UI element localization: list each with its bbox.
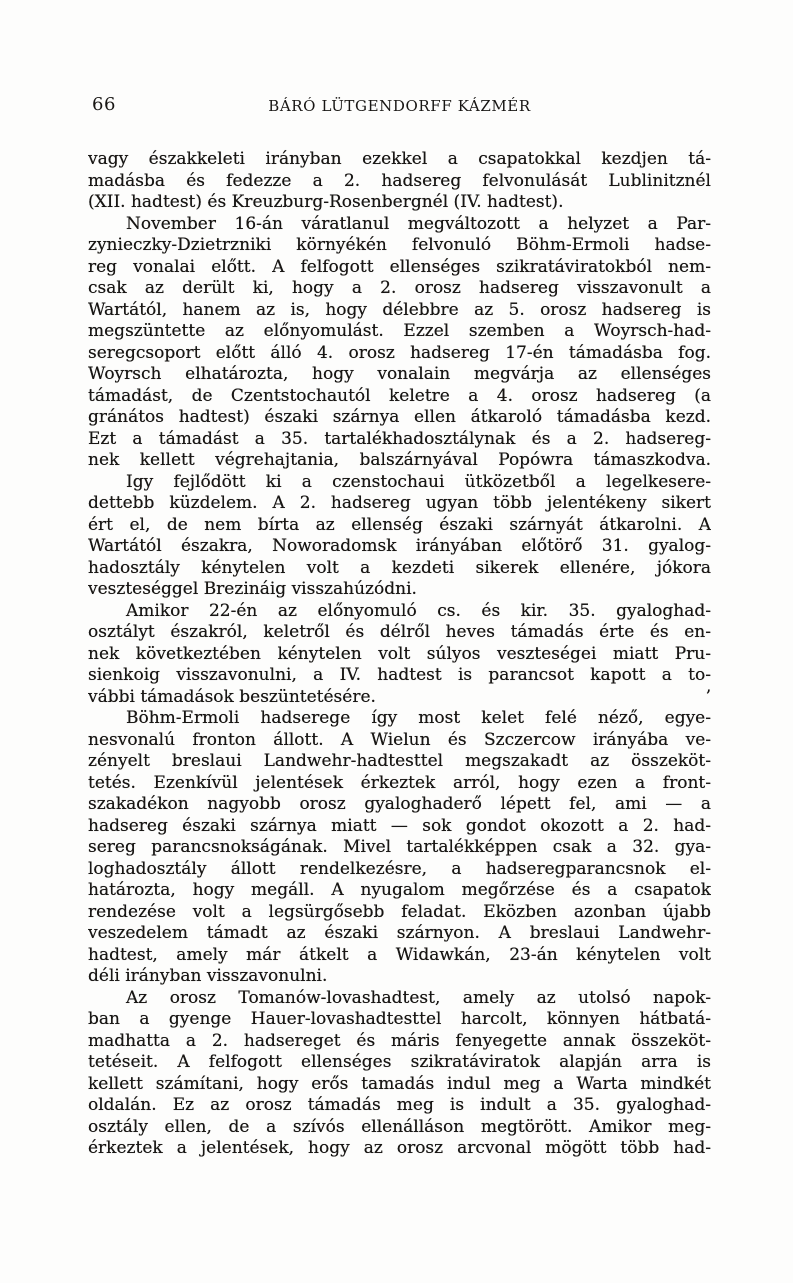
text-line: hadosztály kénytelen volt a kezdeti sikerek ellenére, jókora — [88, 557, 711, 578]
text-line: madhatta a 2. hadsereget és máris fenyegette annak összeköt- — [88, 1030, 711, 1051]
paragraph — [88, 708, 711, 988]
paragraph — [88, 988, 711, 1160]
text-line: Woyrsch elhatározta, hogy vonalain megvárja az ellenséges — [88, 364, 711, 384]
text-line: madásba és fedezze a 2. hadsereg felvonulását Lublinitznél — [88, 170, 711, 191]
text-line: nek kellett végrehajtania, balszárnyával Popówra támaszkodva. — [88, 450, 711, 470]
text-line: osztály ellen, de a szívós ellenálláson megtörött. Amikor meg- — [88, 1116, 711, 1137]
text-line: sereg parancsnokságának. Mivel tartalékképpen csak a 32. gya- — [88, 837, 711, 857]
text-line: ban a gyenge Hauer-lovashadtesttel harcolt, könnyen hátbatá- — [88, 1009, 711, 1029]
text-line: sienkoig visszavonulni, a IV. hadtest is parancsot kapott a to- — [88, 665, 711, 685]
text-line: ’ vábbi támadások beszüntetésére. — [88, 686, 711, 707]
page-header — [88, 95, 711, 117]
text-line: Igy fejlődött ki a czenstochaui ütközetből a legelkesere- — [126, 471, 711, 492]
paragraph — [88, 472, 711, 601]
text-line: oldalán. Ez az orosz támadás meg is indult a 35. gyaloghad- — [88, 1095, 711, 1115]
text-line: szakadékon nagyobb orosz gyaloghaderő lépett fel, ami — a — [88, 794, 711, 814]
page-body — [88, 149, 711, 1160]
text-line: Wartától, hanem az is, hogy délebbre az 5. orosz hadsereg is — [88, 299, 711, 320]
text-line: ért el, de nem bírta az ellenség északi szárnyát átkarolni. A — [88, 514, 711, 535]
text-line: rendezése volt a legsürgősebb feladat. Eközben azonban újabb — [88, 901, 711, 922]
text-line: gránátos hadtest) északi szárnya ellen átkaroló támadásba kezd. — [88, 407, 711, 427]
text-line: zényelt breslaui Landwehr-hadtesttel megszakadt az összeköt- — [88, 751, 711, 771]
text-line: érkeztek a jelentések, hogy az orosz arcvonal mögött több had- — [88, 1138, 711, 1158]
text-line: vagy északkeleti irányban ezekkel a csapatokkal kezdjen tá- — [88, 149, 711, 169]
text-line: nesvonalú fronton állott. A Wielun és Szczercow irányába ve- — [88, 729, 711, 750]
text-line: támadást, de Czentstochautól keletre a 4. orosz hadsereg (a — [88, 385, 711, 406]
text-line: dettebb küzdelem. A 2. hadsereg ugyan több jelentékeny sikert — [88, 493, 711, 513]
text-line: tetéseit. A felfogott ellenséges szikratáviratok alapján arra is — [88, 1052, 711, 1072]
text-line: seregcsoport előtt álló 4. orosz hadsereg 17-én támadásba fog. — [88, 342, 711, 363]
text-line: loghadosztály állott rendelkezésre, a hadseregparancsnok el- — [88, 858, 711, 879]
paragraph — [88, 214, 711, 472]
text-line: Wartától északra, Noworadomsk irányában előtörő 31. gyalog- — [88, 536, 711, 556]
text-line: Az orosz Tomanów-lovashadtest, amely az utolsó napok- — [126, 987, 711, 1008]
running-title: BÁRÓ LÜTGENDORFF KÁZMÉR — [268, 97, 531, 115]
text-line: csak az derült ki, hogy a 2. orosz hadsereg visszavonult a — [88, 278, 711, 298]
text-line: (XII. hadtest) és Kreuzburg-Rosenbergnél (IV. hadtest). — [88, 192, 564, 212]
text-line: tetés. Ezenkívül jelentések érkeztek arról, hogy ezen a front- — [88, 772, 711, 793]
text-line: hadtest, amely már átkelt a Widawkán, 23-án kénytelen volt — [88, 944, 711, 965]
text-line: Amikor 22-én az előnyomuló cs. és kir. 35. gyaloghad- — [126, 600, 711, 621]
text-line: Böhm-Ermoli hadserege így most kelet felé néző, egye- — [126, 708, 711, 728]
text-line: hadsereg északi szárnya miatt — sok gondot okozott a 2. had- — [88, 815, 711, 836]
text-line: November 16-án váratlanul megváltozott a helyzet a Par- — [126, 213, 711, 234]
paragraph — [88, 149, 711, 214]
text-line: kellett számítani, hogy erős tamadás indul meg a Warta mindkét — [88, 1073, 711, 1094]
text-line: határozta, hogy megáll. A nyugalom megőrzése és a csapatok — [88, 880, 711, 900]
stray-ink-mark: ’ — [705, 686, 711, 707]
text-line: veszedelem támadt az északi szárnyon. A breslaui Landwehr- — [88, 923, 711, 943]
paragraph — [88, 601, 711, 709]
text-line: nek következtében kénytelen volt súlyos veszteségei miatt Pru- — [88, 643, 711, 664]
text-line: déli irányban visszavonulni. — [88, 966, 328, 986]
page-number: 66 — [92, 94, 116, 115]
text-line: osztályt északról, keletről és délről heves támadás érte és en- — [88, 622, 711, 642]
text-line: reg vonalai előtt. A felfogott ellenséges szikratáviratokból nem- — [88, 256, 711, 277]
text-line: zynieczky-Dzietrzniki környékén felvonuló Böhm-Ermoli hadse- — [88, 235, 711, 255]
text-line: Ezt a támadást a 35. tartalékhadosztálynak és a 2. hadsereg- — [88, 428, 711, 449]
text-line: veszteséggel Brezináig visszahúzódni. — [88, 579, 417, 599]
text-line: megszüntette az előnyomulást. Ezzel szemben a Woyrsch-had- — [88, 321, 711, 341]
